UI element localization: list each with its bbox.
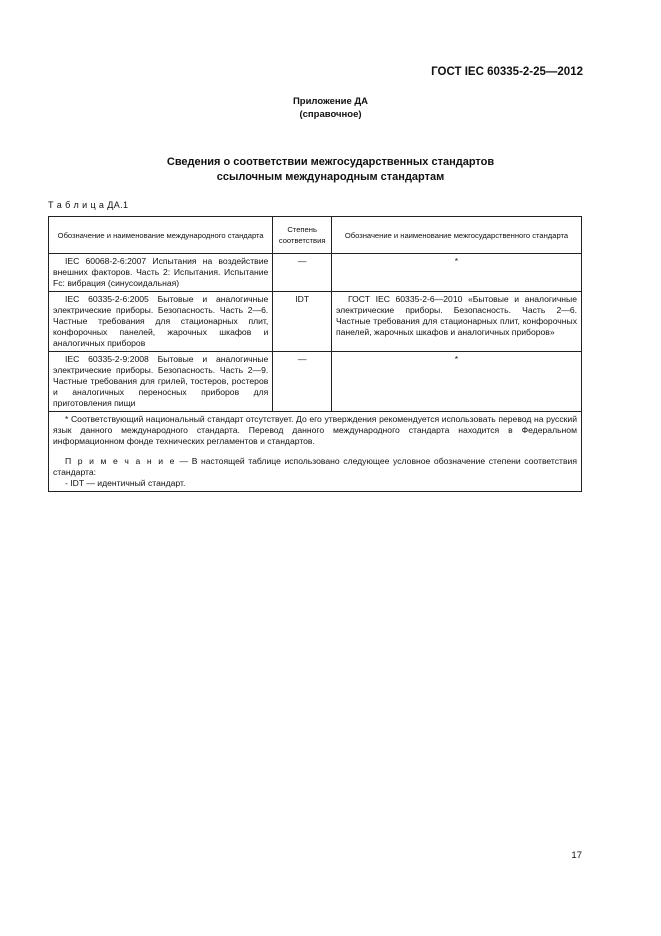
appendix-title: Приложение ДА (292, 96, 369, 107)
intl-standard-cell: IEC 60068-2-6:2007 Испытания на воздействие внешних факторов. Часть 2: Испытания. Испытание Fc: вибрация (синусоидальная) (49, 254, 273, 292)
header-interstate: Обозначение и наименование межгосударственного стандарта (331, 217, 581, 254)
note-text: — В настоящей таблице использовано следующее условное обозначение степени соответствия стандарта: (53, 456, 577, 477)
page-number: 17 (571, 850, 582, 861)
standards-table (48, 216, 582, 492)
appendix-subtitle: (справочное) (299, 109, 362, 120)
title-line-2: ссылочным международным стандартам (216, 171, 445, 183)
table-label: Т а б л и ц а ДА.1 (48, 200, 129, 210)
table-row (49, 292, 582, 352)
note-paragraph (53, 456, 577, 478)
interstate-standard-cell: * (331, 254, 581, 292)
title-line-1: Сведения о соответствии межгосударственных стандартов (166, 156, 495, 168)
page-title (0, 155, 661, 185)
intl-standard-cell: IEC 60335-2-9:2008 Бытовые и аналогичные электрические приборы. Безопасность. Часть 2—9. Частные требования для грилей, тостеров, ростеров и аналогичных переносных приборов для приготовления пищи (49, 352, 273, 412)
intl-standard-cell: IEC 60335-2-6:2005 Бытовые и аналогичные электрические приборы. Безопасность. Часть 2—6. Частные требования для стационарных плит, конфорочных панелей, жарочных шкафов и аналогичных приборов (49, 292, 273, 352)
table-notes-row (49, 412, 582, 492)
note-item: - IDT — идентичный стандарт. (65, 478, 186, 488)
degree-cell: — (273, 254, 332, 292)
document-code: ГОСТ IEC 60335-2-25—2012 (431, 66, 583, 78)
table-notes (49, 412, 582, 492)
note-label: П р и м е ч а н и е (65, 456, 176, 466)
table-row (49, 352, 582, 412)
degree-cell: IDT (273, 292, 332, 352)
degree-cell: — (273, 352, 332, 412)
header-degree: Степень соответствия (273, 217, 332, 254)
appendix-heading (0, 95, 661, 121)
table-header-row (49, 217, 582, 254)
interstate-standard-cell: ГОСТ IEC 60335-2-6—2010 «Бытовые и аналогичные электрические приборы. Безопасность. Часть 2—6. Частные требования для стационарных плит, конфорочных панелей, жарочных шкафов и аналогичных приборов» (331, 292, 581, 352)
footnote: * Соответствующий национальный стандарт отсутствует. До его утверждения рекомендуется использовать перевод на русский язык данного международного стандарта. Перевод данного международного стандарта находится в Федеральном информационном фонде технических регламентов и стандартов. (53, 414, 577, 446)
header-international: Обозначение и наименование международного стандарта (49, 217, 273, 254)
table-row (49, 254, 582, 292)
interstate-standard-cell: * (331, 352, 581, 412)
